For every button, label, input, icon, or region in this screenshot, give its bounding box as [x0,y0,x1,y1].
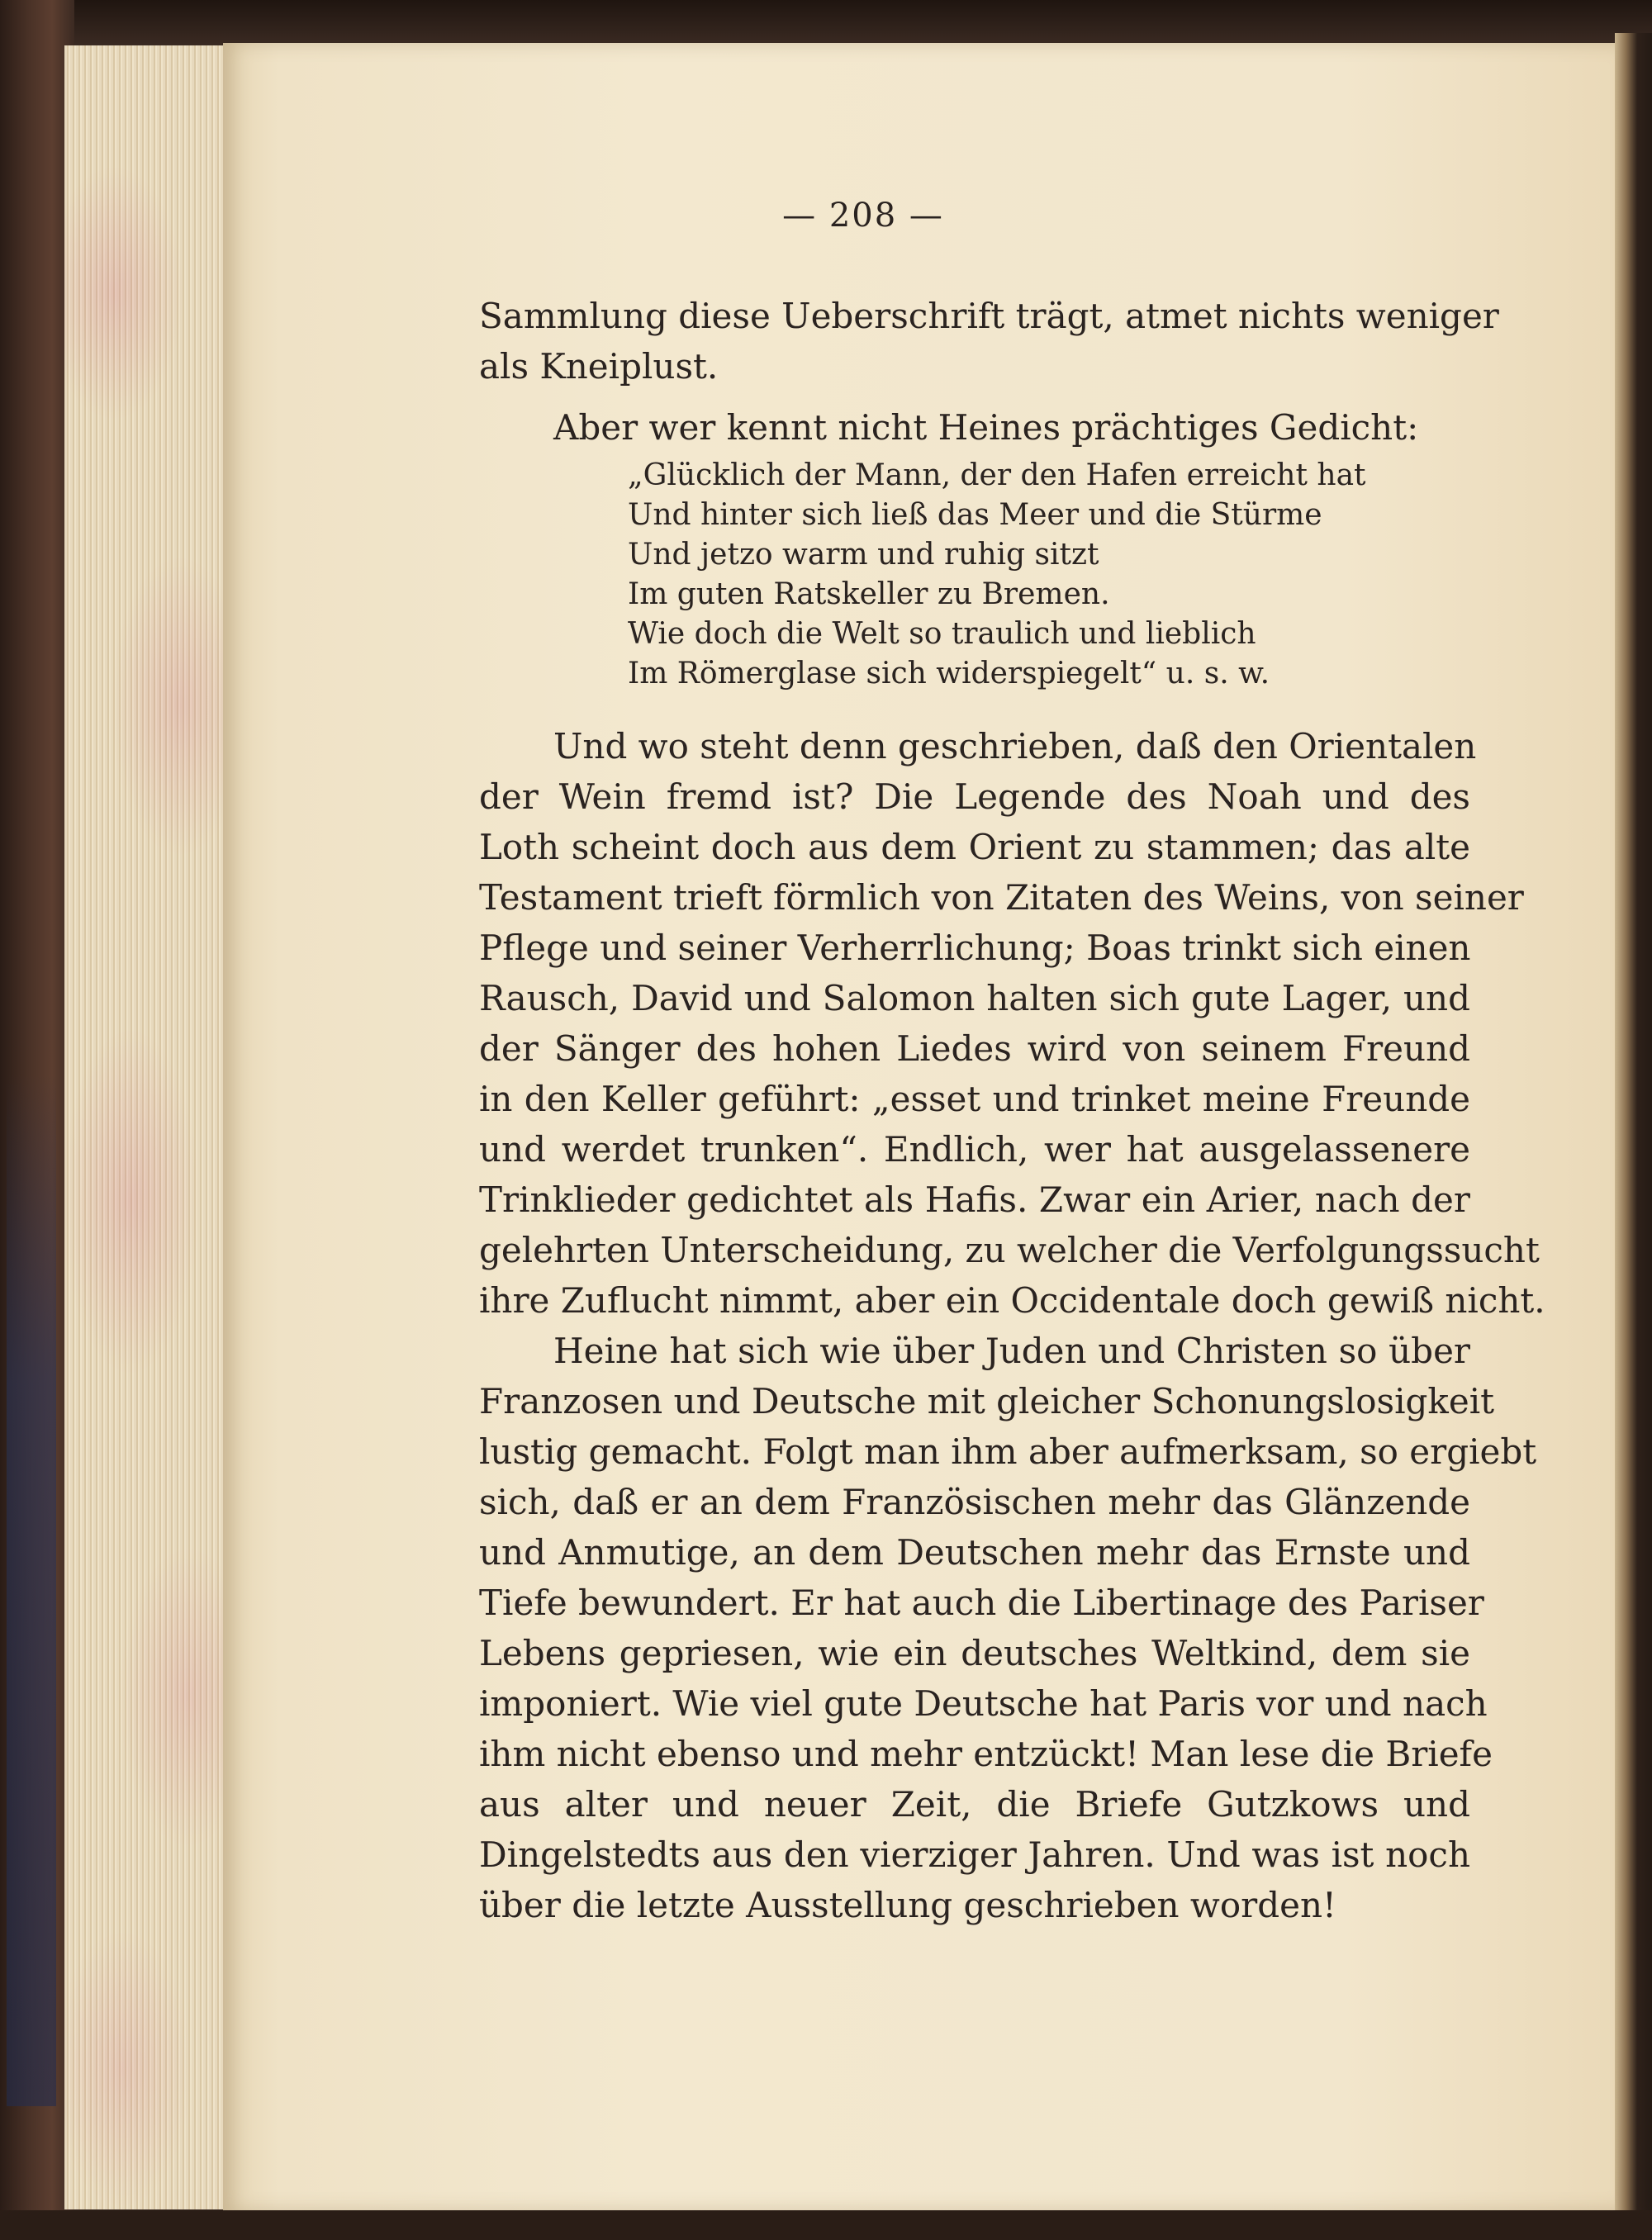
text-line: ihre Zuflucht nimmt, aber ein Occidentale doch gewiß nicht. [479,1280,1545,1321]
text-line: Lebens gepriesen, wie ein deutsches Weltkind, dem sie [479,1633,1470,1673]
verse-line: Wie doch die Welt so traulich und lieblich [628,617,1256,651]
text-line: ihm nicht ebenso und mehr entzückt! Man lese die Briefe [479,1734,1493,1774]
text-line: und Anmutige, an dem Deutschen mehr das Ernste und [479,1532,1470,1573]
text-line: in den Keller geführt: „esset und trinket meine Freunde [479,1079,1470,1119]
text-line: lustig gemacht. Folgt man ihm aber aufmerksam, so ergiebt [479,1431,1537,1472]
verse-line: Und hinter sich ließ das Meer und die Stürme [628,498,1322,532]
text-line: Und wo steht denn geschrieben, daß den Orientalen [553,726,1477,766]
text-line: Heine hat sich wie über Juden und Christen so über [553,1331,1470,1371]
text-line: Testament trieft förmlich von Zitaten des Weins, von seiner [479,877,1524,918]
page-edges-marbling [64,45,238,2209]
verse-line: Im Römerglase sich widerspiegelt“ u. s. w. [628,657,1270,691]
paragraph-3 [479,721,1545,1326]
text-line: Sammlung diese Ueberschrift trägt, atmet nichts weniger [479,296,1499,336]
verse-line: Und jetzo warm und ruhig sitzt [628,538,1099,572]
page-number: — 208 — [782,197,944,235]
verse-line: „Glücklich der Mann, der den Hafen erreicht hat [628,458,1366,492]
bottom-shadow [0,2210,1652,2240]
paragraph-4 [479,1326,1537,1930]
text-line: als Kneiplust. [479,346,719,387]
text-line: Dingelstedts aus den vierziger Jahren. Und was ist noch [479,1834,1470,1875]
text-line: Aber wer kennt nicht Heines prächtiges Gedicht: [553,407,1419,448]
poem-quotation [479,456,1470,694]
text-line: Loth scheint doch aus dem Orient zu stammen; das alte [479,827,1470,867]
text-line: Franzosen und Deutsche mit gleicher Schonungslosigkeit [479,1381,1495,1421]
paragraph-1 [479,291,1499,392]
text-line: der Sänger des hohen Liedes wird von seinem Freund [479,1028,1470,1069]
top-shadow [0,0,1652,45]
verse-line: Im guten Ratskeller zu Bremen. [628,577,1110,611]
text-line: Tiefe bewundert. Er hat auch die Libertinage des Pariser [479,1583,1484,1623]
text-line: sich, daß er an dem Französischen mehr das Glänzende [479,1482,1470,1522]
paragraph-2 [479,402,1470,453]
text-line: imponiert. Wie viel gute Deutsche hat Paris vor und nach [479,1683,1488,1724]
text-line: über die letzte Ausstellung geschrieben worden! [479,1885,1336,1925]
text-line: der Wein fremd ist? Die Legende des Noah und des [479,776,1470,817]
text-line: Trinklieder gedichtet als Hafis. Zwar ein Arier, nach der [479,1179,1470,1220]
text-line: gelehrten Unterscheidung, zu welcher die Verfolgungssucht [479,1230,1540,1270]
text-line: Rausch, David und Salomon halten sich gute Lager, und [479,978,1470,1018]
text-line: Pflege und seiner Verherrlichung; Boas trinkt sich einen [479,928,1471,968]
cover-cloth [7,1074,56,2106]
right-binding-edge [1615,33,1652,2240]
text-line: und werdet trunken“. Endlich, wer hat ausgelassenere [479,1129,1470,1170]
text-line: aus alter und neuer Zeit, die Briefe Gutzkows und [479,1784,1470,1825]
